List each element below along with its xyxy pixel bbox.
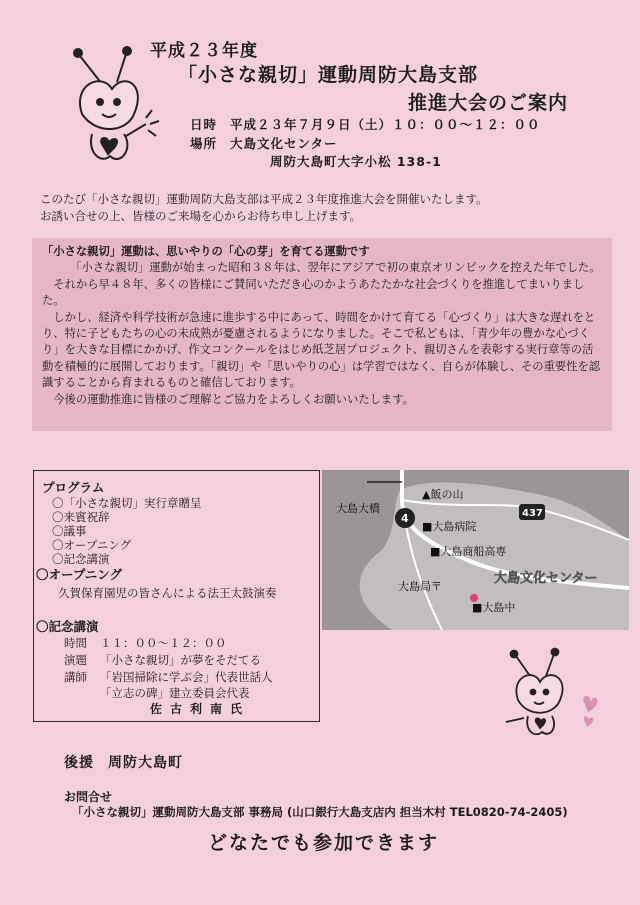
map-label-route4: 4	[401, 512, 409, 525]
heart-icon	[583, 696, 597, 712]
map-label-route437: 437	[522, 508, 543, 519]
lecture-value: 「小さな親切」が夢をそだてる	[100, 653, 261, 667]
lecture-key: 講師	[64, 670, 87, 684]
program-item: 〇 来賓祝辞	[52, 510, 202, 524]
sponsor	[64, 752, 183, 772]
page-title-organization: 「小さな親切」運動周防大島支部	[178, 64, 479, 86]
essay-paragraph: それから早４８年、多くの皆様にご賛同いただき心のかようあたたかな社会づくりを推進してまいりました。	[42, 277, 585, 308]
program-list	[52, 496, 202, 566]
lecture-row	[64, 635, 227, 651]
date-value: 平成２３年７月９日（土）１０：００～１２：００	[230, 117, 541, 132]
map-label-mountain: ▲飯の山	[422, 488, 464, 501]
event-address: 周防大島町大字小松 138-1	[270, 154, 442, 169]
page-title-event: 推進大会のご案内	[408, 92, 569, 114]
lecturer-name: 佐古利南氏	[150, 702, 251, 716]
place-label: 場所	[190, 136, 218, 151]
event-place	[190, 134, 338, 152]
contact-label: お問合せ	[64, 790, 113, 804]
map-label-venue: 大島文化センター	[494, 571, 598, 586]
program-title: プログラム	[42, 480, 105, 495]
contact-line: 「小さな親切」運動周防大島支部 事務局 (山口銀行大島支店内 担当木村 TEL0820-74-2405)	[72, 805, 568, 819]
heart-icon	[584, 716, 593, 727]
map-label-hospital: ■大島病院	[422, 520, 477, 533]
event-date	[190, 115, 541, 133]
lecture-value: １１：００～１２：００	[100, 636, 227, 650]
map-label-school: ■大島中	[472, 601, 516, 614]
date-label: 日時	[190, 117, 218, 132]
mascot-illustration	[62, 44, 162, 174]
essay-paragraph: 「小さな親切」運動が始まった昭和３８年は、翌年にアジアで初の東京オリンピックを控えた年でした。	[70, 261, 601, 275]
essay-heading: 「小さな親切」運動は、思いやりの「心の芽」を育てる運動です	[42, 245, 370, 258]
mascot-illustration-small	[488, 642, 608, 742]
program-item: 〇 「小さな親切」実行章贈呈	[52, 496, 202, 510]
page-title-year: 平成２３年度	[150, 41, 258, 61]
lecture-key: 時間	[64, 636, 87, 650]
intro-line: お誘い合せの上、皆様のご来場を心からお待ち申し上げます。	[40, 209, 362, 223]
lecture-row	[64, 652, 261, 668]
place-value: 大島文化センター	[230, 136, 338, 151]
access-map	[322, 470, 629, 630]
map-label-post: 大島局〒	[398, 580, 442, 593]
lecture-value: 「岩国掃除に学ぶ会」代表世話人	[100, 670, 273, 684]
opening-title: 〇 オープニング	[36, 565, 122, 583]
lecture-row	[64, 669, 273, 685]
map-label-college: ■大島商船高専	[430, 545, 507, 558]
footer-message: どなたでも参加できます	[208, 832, 440, 854]
sponsor-label: 後援	[64, 755, 94, 771]
map-label-bridge: 大島大橋	[336, 502, 380, 515]
program-item: 〇 議事	[52, 524, 202, 538]
lecture-row	[64, 685, 250, 701]
intro-line: このたび「小さな親切」運動周防大島支部は平成２３年度推進大会を開催いたします。	[40, 192, 488, 206]
program-item: 〇 記念講演	[52, 552, 202, 566]
lecture-key: 演題	[64, 653, 87, 667]
intro-text	[40, 191, 620, 225]
opening-text: 久賀保育園児の皆さんによる法王太鼓演奏	[58, 586, 277, 600]
essay-panel	[32, 238, 612, 431]
lecture-value: 「立志の碑」建立委員会代表	[100, 686, 250, 700]
sponsor-value: 周防大島町	[108, 755, 183, 771]
lecture-title: 〇 記念講演	[36, 617, 99, 635]
essay-paragraph: 今後の運動推進に皆様のご理解とご協力をよろしくお願いいたします。	[53, 392, 414, 406]
essay-paragraph: しかし、経済や科学技術が急速に進歩する中にあって、時間をかけて育てる「心づくり」は大きな遅れをとり、特に子どもたちの心の未成熟が憂慮されるようになりました。そこで私どもは、「青少年の豊かな心づくり」を大きな目標にかかげ、作文コンクールをはじめ紙芝居プロジェクト、親切さんを表彰する実行章等の活動を積極的に展開しております。「親切」や「思いやりの心」は学習ではなく、自らが体験し、その重要性を認識することから育まれるものと確信しております。	[42, 310, 601, 390]
program-item: 〇 オープニング	[52, 538, 202, 552]
